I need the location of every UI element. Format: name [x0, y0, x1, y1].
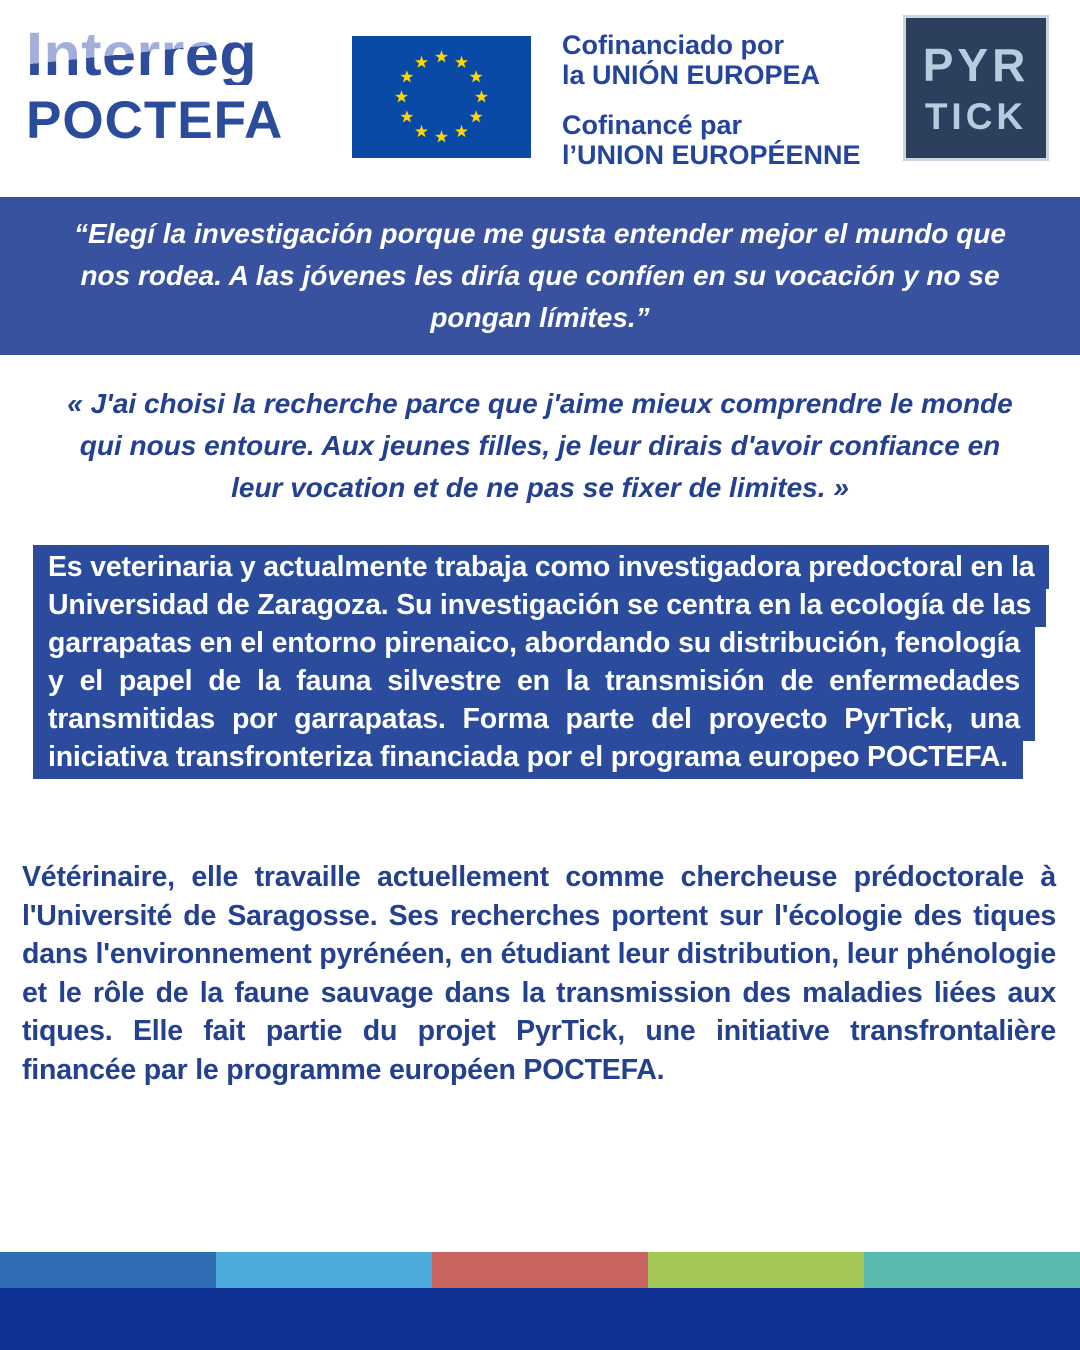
bio-es-highlighted-text: Es veterinaria y actualmente trabaja como investigadora predoctoral en la Universidad de Zaragoza. Su investigación se centra en la ecología de las garrapatas en el entorno pirenaico, abordando su distribución, fenología y el papel de la fauna silvestre en la transmisión de enfermedades transmitidas por garrapatas. Forma parte del proyecto PyrTick, una iniciativa transfronteriza financiada por el programa europeo POCTEFA.: [33, 545, 1049, 779]
poctefa-wordmark: POCTEFA: [26, 91, 284, 150]
pyrtick-logo-line2: TICK: [924, 95, 1028, 137]
pyrtick-logo: [903, 15, 1049, 161]
quote-es-text: “Elegí la investigación porque me gusta entender mejor el mundo que nos rodea. A las jóvenes les diría que confíen en su vocación y no se pongan límites.”: [74, 218, 1006, 333]
quote-band-es: [0, 197, 1080, 355]
interreg-poctefa-logo: [26, 20, 284, 150]
quote-section-fr: [0, 355, 1080, 509]
cofinanced-es-line2: la UNIÓN EUROPEA: [562, 60, 821, 90]
eu-cofinanced-attribution: [562, 30, 861, 190]
cofinanced-es: [562, 30, 861, 90]
strip-segment-5: [864, 1252, 1080, 1288]
cofinanced-es-line1: Cofinanciado por: [562, 30, 784, 60]
strip-segment-1: [0, 1252, 216, 1288]
strip-segment-2: [216, 1252, 432, 1288]
header: [0, 0, 1080, 197]
bio-es-paragraph: [33, 548, 1035, 776]
eu-flag-icon: [352, 36, 531, 158]
interreg-wordmark: Interreg: [26, 24, 283, 85]
cofinanced-fr-line2: l’UNION EUROPÉENNE: [562, 140, 861, 170]
color-strip: [0, 1252, 1080, 1288]
strip-segment-3: [432, 1252, 648, 1288]
quote-fr-text: « J'ai choisi la recherche parce que j'aime mieux comprendre le monde qui nous entoure. Aux jeunes filles, je leur dirais d'avoir confiance en leur vocation et de ne pas se fixer de limites. »: [67, 388, 1013, 503]
cofinanced-fr: [562, 110, 861, 170]
footer-band: [0, 1288, 1080, 1350]
bio-fr-paragraph: Vétérinaire, elle travaille actuellement comme chercheuse prédoctorale à l'Université de Saragosse. Ses recherches portent sur l'écologie des tiques dans l'environnement pyrénéen, en étudiant leur distribution, leur phénologie et le rôle de la faune sauvage dans la transmission des maladies liées aux tiques. Elle fait partie du projet PyrTick, une initiative transfrontalière financée par le programme européen POCTEFA.: [22, 861, 1056, 1086]
pyrtick-logo-line1: PYR: [922, 38, 1030, 91]
strip-segment-4: [648, 1252, 864, 1288]
cofinanced-fr-line1: Cofinancé par: [562, 110, 743, 140]
